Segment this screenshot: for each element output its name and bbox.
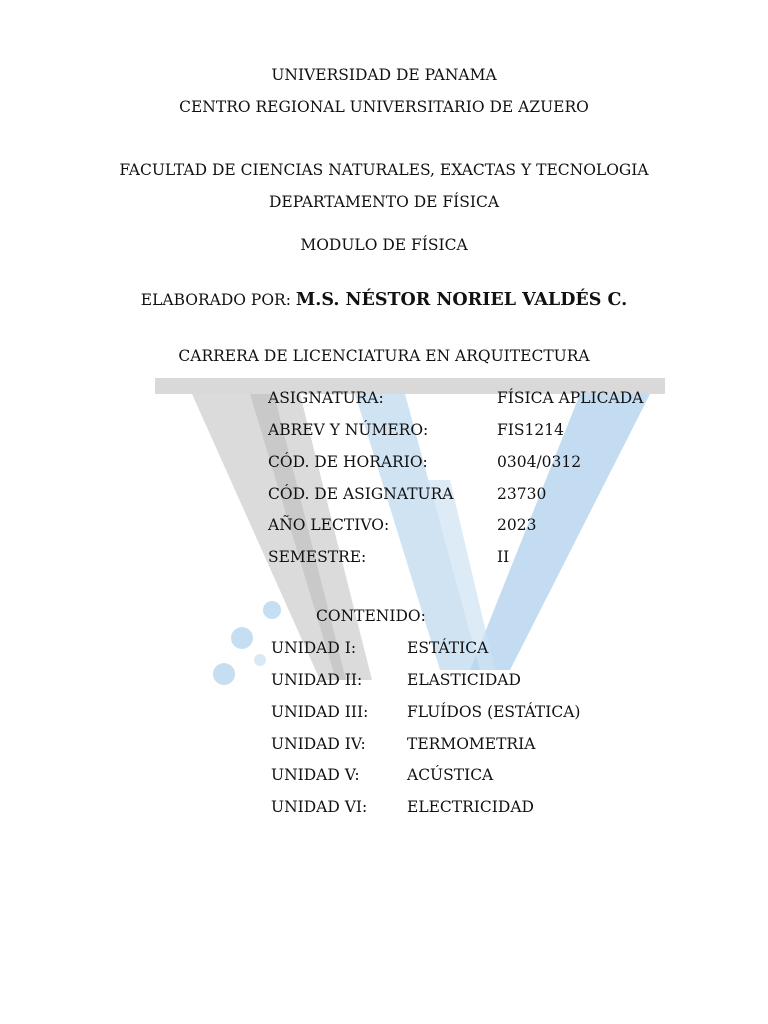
unit-topic: TERMOMETRIA — [407, 735, 536, 753]
unit-label: UNIDAD I: — [271, 639, 357, 657]
course-info-value: FÍSICA APLICADA — [497, 389, 644, 407]
course-info-label: AÑO LECTIVO: — [268, 516, 390, 534]
course-info-label: ABREV Y NÚMERO: — [268, 421, 429, 439]
unit-label: UNIDAD IV: — [271, 735, 366, 753]
unit-topic: FLUÍDOS (ESTÁTICA) — [407, 703, 581, 721]
course-info-value: 23730 — [497, 485, 547, 503]
module-title: MODULO DE FÍSICA — [300, 236, 468, 254]
department-name: DEPARTAMENTO DE FÍSICA — [268, 193, 500, 211]
course-info-label: ASIGNATURA: — [268, 389, 384, 407]
course-info-value: FIS1214 — [497, 421, 564, 439]
unit-topic: ELECTRICIDAD — [407, 798, 534, 816]
course-info-label: SEMESTRE: — [268, 548, 367, 566]
unit-topic: ACÚSTICA — [407, 766, 494, 784]
unit-label: UNIDAD II: — [271, 671, 363, 689]
unit-label: UNIDAD III: — [271, 703, 369, 721]
author-prefix: ELABORADO POR: — [140, 291, 291, 309]
course-info-value: II — [497, 548, 510, 566]
unit-label: UNIDAD V: — [271, 766, 360, 784]
contents-heading: CONTENIDO: — [316, 607, 426, 625]
faculty-name: FACULTAD DE CIENCIAS NATURALES, EXACTAS Y TECNOLOGIA — [119, 161, 649, 179]
university-name: UNIVERSIDAD DE PANAMA — [271, 66, 497, 84]
unit-topic: ESTÁTICA — [407, 639, 489, 657]
course-info-value: 2023 — [497, 516, 537, 534]
course-info-label: CÓD. DE HORARIO: — [268, 453, 428, 471]
author-name: M.S. NÉSTOR NORIEL VALDÉS C. — [295, 290, 628, 310]
course-info-label: CÓD. DE ASIGNATURA — [268, 485, 454, 503]
unit-topic: ELASTICIDAD — [407, 671, 521, 689]
career-title: CARRERA DE LICENCIATURA EN ARQUITECTURA — [178, 347, 590, 365]
unit-label: UNIDAD VI: — [271, 798, 368, 816]
course-info-value: 0304/0312 — [497, 453, 582, 471]
regional-center: CENTRO REGIONAL UNIVERSITARIO DE AZUERO — [179, 98, 589, 116]
author-line — [0, 290, 768, 310]
